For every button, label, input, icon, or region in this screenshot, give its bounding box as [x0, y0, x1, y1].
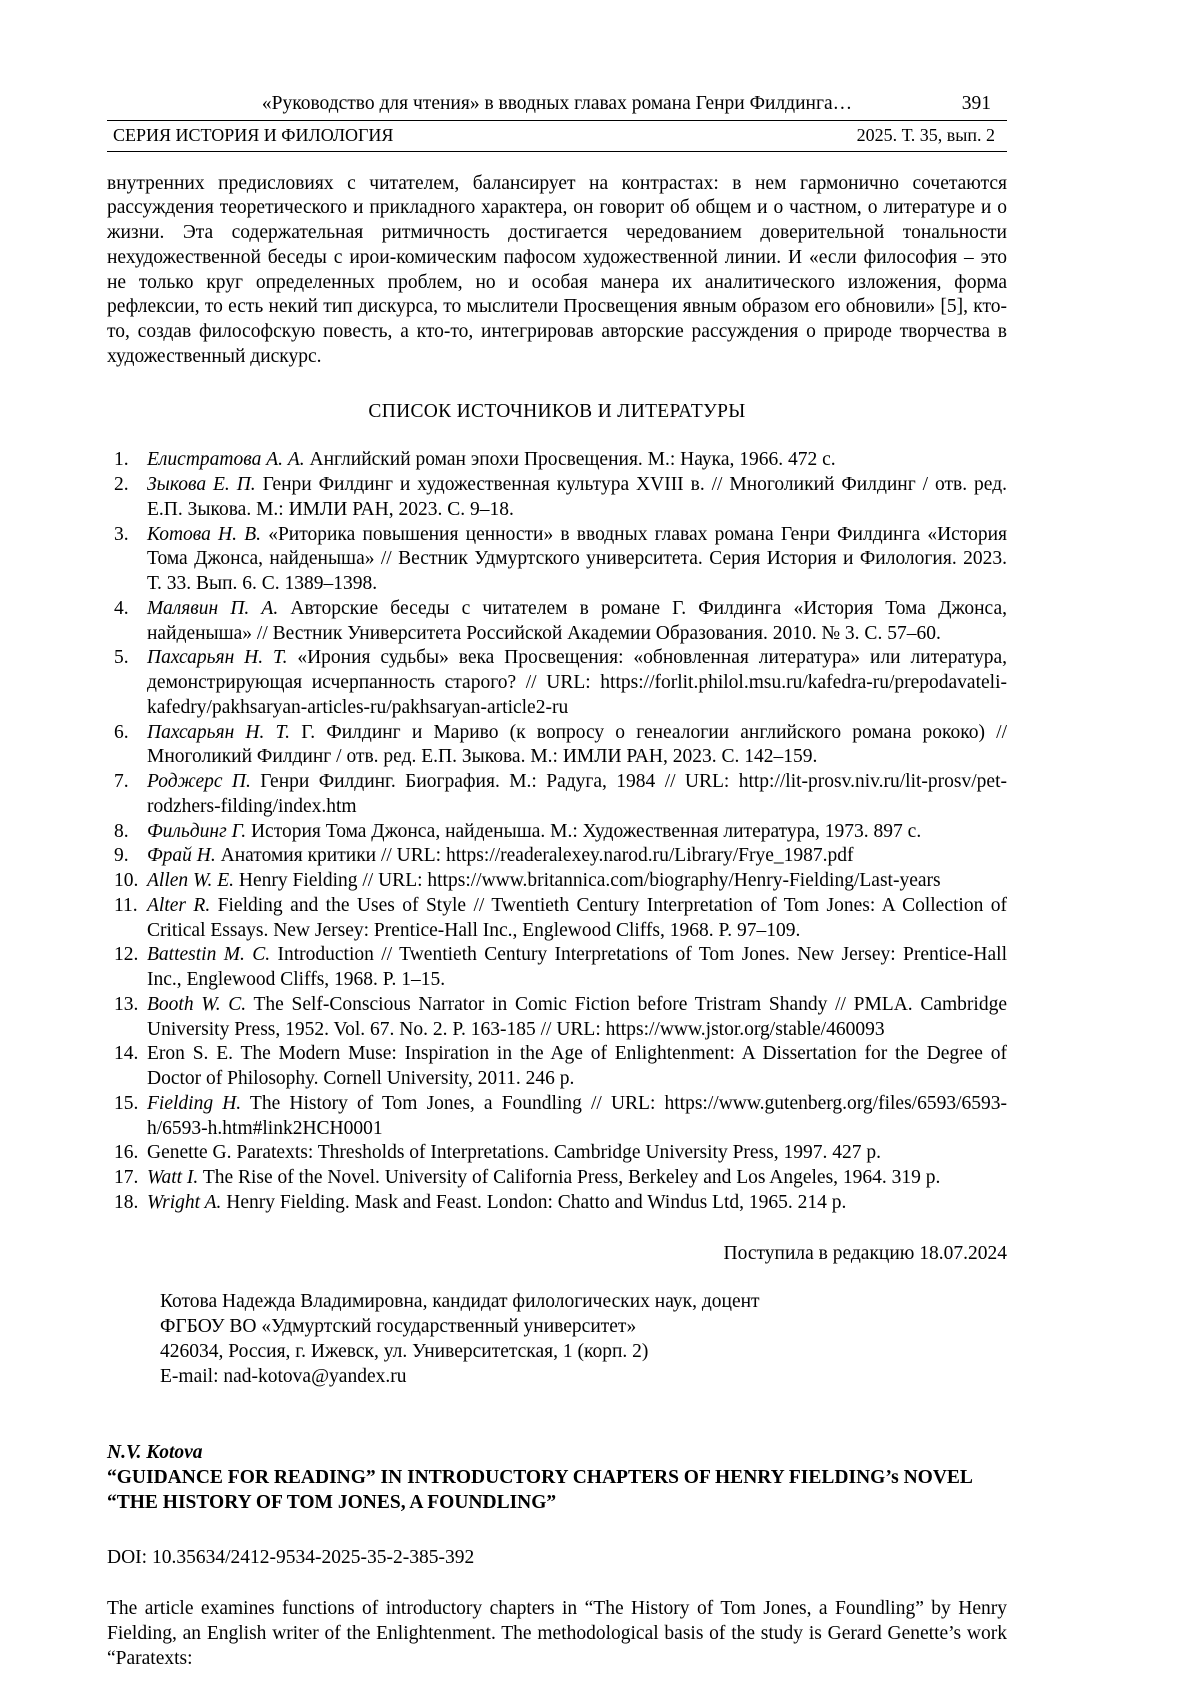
- english-title-line-1: “GUIDANCE FOR READING” IN INTRODUCTORY CHAPTERS OF HENRY FIELDING’s NOVEL: [107, 1467, 973, 1489]
- reference-number: 4.: [114, 597, 129, 619]
- reference-author: Fielding H.: [147, 1092, 242, 1114]
- reference-author: Фильдинг Г.: [147, 820, 247, 842]
- english-title-line-2: “THE HISTORY OF TOM JONES, A FOUNDLING”: [107, 1491, 557, 1513]
- english-abstract-block: [107, 1441, 1007, 1671]
- reference-item: 15. Fielding H. The History of Tom Jones, a Foundling // URL: https://www.gutenberg.org/files/6593/6593-h/6593-h.htm#link2HCH0001: [114, 1092, 1007, 1139]
- reference-item: 16. Genette G. Paratexts: Thresholds of Interpretations. Cambridge University Press, 1997. 427 p.: [107, 1141, 1007, 1166]
- reference-item: 8. Фильдинг Г. История Тома Джонса, найденыша. М.: Художественная литература, 1973. 897 с.: [107, 820, 1007, 845]
- opening-paragraph: внутренних предисловиях с читателем, балансирует на контрастах: в нем гармонично сочетаются рассуждения теоретического и прикладного характера, он говорит об общем и о частном, о литературе и о жизни. Эта содержательная ритмичность достигается чередованием доверительной тональности нехудожественной беседы с ирои-комическим пафосом художественной линии. И «если философия – это не только круг определенных проблем, но и особая манера их аналитического изложения, форма рефлексии, то есть некий тип дискурса, то мыслители Просвещения явным образом его обновили» [5], кто-то, создав философскую повесть, а кто-то, интегрировав авторские рассуждения о природе творчества в художественный дискурс.: [107, 172, 1007, 367]
- running-header-row-1: [107, 92, 1007, 120]
- reference-item: 12. Battestin M. C. Introduction // Twentieth Century Interpretations of Tom Jones. New Jersey: Prentice-Hall Inc., Englewood Cliffs, 1968. P. 1–15.: [114, 944, 1007, 991]
- reference-item: 9. Фрай Н. Анатомия критики // URL: https://readeralexey.narod.ru/Library/Frye_1987.pdf: [107, 844, 1007, 869]
- author-info-line: Котова Надежда Владимировна, кандидат филологических наук, доцент: [160, 1291, 760, 1313]
- reference-author: Пахсарьян Н. Т.: [147, 647, 288, 669]
- issue-label: 2025. Т. 35, вып. 2: [856, 124, 995, 145]
- reference-number: 11.: [114, 894, 138, 916]
- reference-item: 7. Роджерс П. Генри Филдинг. Биография. М.: Радуга, 1984 // URL: http://lit-prosv.niv.ru/lit-prosv/pet-rodzhers-filding/index.htm: [114, 771, 1007, 817]
- reference-author: Battestin M. C.: [147, 944, 271, 966]
- reference-item: 18. Wright A. Henry Fielding. Mask and Feast. London: Chatto and Windus Ltd, 1965. 214 p.: [107, 1191, 1007, 1216]
- reference-number: 8.: [114, 820, 129, 842]
- reference-author: Allen W. E.: [147, 870, 235, 892]
- reference-author: Роджерс П.: [147, 771, 251, 793]
- series-label: СЕРИЯ ИСТОРИЯ И ФИЛОЛОГИЯ: [113, 124, 394, 145]
- references-heading: СПИСОК ИСТОЧНИКОВ И ЛИТЕРАТУРЫ: [368, 400, 746, 422]
- reference-number: 7.: [114, 771, 129, 793]
- reference-number: 18.: [114, 1191, 139, 1213]
- running-title: «Руководство для чтения» в вводных главах романа Генри Филдинга…: [261, 93, 853, 114]
- header-rule-bottom: [107, 151, 1007, 152]
- running-header-row-2: [107, 121, 1007, 151]
- reference-number: 1.: [114, 449, 129, 471]
- reference-item: 6. Пахсарьян Н. Т. Г. Филдинг и Мариво (к вопросу о генеалогии английского романа рококо) // Многоликий Филдинг / отв. ред. Е.П. Зыкова. М.: ИМЛИ РАН, 2023. С. 142–159.: [114, 721, 1007, 768]
- author-info-line: ФГБОУ ВО «Удмуртский государственный университет»: [160, 1316, 637, 1338]
- reference-number: 16.: [114, 1142, 139, 1164]
- references-list: [107, 448, 1007, 1215]
- author-info-line: E-mail: nad-kotova@yandex.ru: [160, 1365, 407, 1387]
- reference-author: Фрай Н.: [147, 845, 216, 867]
- reference-author: Eron S. E.: [147, 1043, 233, 1065]
- journal-page: [107, 0, 1007, 1672]
- reference-item: 5. Пахсарьян Н. Т. «Ирония судьбы» века Просвещения: «обновленная литература» или литература, демонстрирующая исчерпанность старого? // URL: https://forlit.philol.msu.ru/kafedra-ru/prepodavateli-kafedry/pakhsaryan-articles-ru/pakhsaryan-article2-ru: [114, 647, 1008, 718]
- reference-author: Booth W. C.: [147, 993, 247, 1015]
- reference-author: Котова Н. В.: [147, 523, 261, 545]
- reference-number: 15.: [114, 1092, 139, 1114]
- reference-item: 2. Зыкова Е. П. Генри Филдинг и художественная культура XVIII в. // Многоликий Филдинг / отв. ред. Е.П. Зыкова. М.: ИМЛИ РАН, 2023. С. 9–18.: [114, 474, 1007, 520]
- reference-number: 6.: [114, 721, 129, 743]
- reference-number: 9.: [114, 845, 129, 867]
- reference-author: Wright A.: [147, 1191, 222, 1213]
- reference-item: 11. Alter R. Fielding and the Uses of Style // Twentieth Century Interpretation of Tom Jones: A Collection of Critical Essays. New Jersey: Prentice-Hall Inc., Englewood Cliffs, 1968. P. 97–109.: [114, 894, 1007, 941]
- reference-number: 3.: [114, 523, 129, 545]
- abstract-paragraph: The article examines functions of introductory chapters in “The History of Tom Jones, a Foundling” by Henry Fielding, an English writer of the Enlightenment. The methodological basis of the study is Gerard Genette’s work “Paratexts:: [107, 1598, 1007, 1669]
- author-info-line: 426034, Россия, г. Ижевск, ул. Университетская, 1 (корп. 2): [160, 1340, 649, 1362]
- reference-author: Watt I.: [147, 1167, 199, 1189]
- reference-item: 13. Booth W. C. The Self-Conscious Narrator in Comic Fiction before Tristram Shandy // PMLA. Cambridge University Press, 1952. Vol. 67. No. 2. P. 163-185 // URL: https://www.jstor.org/stable/460093: [114, 993, 1007, 1040]
- reference-number: 10.: [114, 870, 139, 892]
- reference-number: 14.: [114, 1043, 139, 1065]
- reference-author: Genette G.: [147, 1142, 232, 1164]
- reference-item: 17. Watt I. The Rise of the Novel. University of California Press, Berkeley and Los Angeles, 1964. 319 p.: [107, 1166, 1007, 1191]
- page-number: 391: [961, 93, 991, 114]
- reference-item: 3. Котова Н. В. «Риторика повышения ценности» в вводных главах романа Генри Филдинга «История Тома Джонса, найденыша» // Вестник Удмуртского университета. Серия История и Филология. 2023. Т. 33. Вып. 6. С. 1389–1398.: [114, 523, 1007, 595]
- reference-author: Alter R.: [147, 894, 211, 916]
- reference-number: 17.: [114, 1167, 139, 1189]
- reference-item: 10. Allen W. E. Henry Fielding // URL: https://www.britannica.com/biography/Henry-Fielding/Last-years: [107, 869, 1007, 894]
- reference-number: 5.: [114, 647, 129, 669]
- reference-number: 12.: [114, 944, 139, 966]
- reference-number: 2.: [114, 474, 129, 496]
- running-header: [107, 92, 1007, 152]
- reference-author: Зыкова Е. П.: [147, 474, 256, 496]
- doi-line: DOI: 10.35634/2412-9534-2025-35-2-385-392: [107, 1546, 475, 1568]
- reference-author: Елистратова А. А.: [147, 449, 305, 471]
- reference-item: 14. Eron S. E. The Modern Muse: Inspiration in the Age of Enlightenment: A Dissertation for the Degree of Doctor of Philosophy. Cornell University, 2011. 246 p.: [114, 1043, 1007, 1090]
- reference-item: 4. Малявин П. А. Авторские беседы с читателем в романе Г. Филдинга «История Тома Джонса, найденыша» // Вестник Университета Российской Академии Образования. 2010. № 3. С. 57–60.: [114, 597, 1007, 644]
- reference-author: Пахсарьян Н. Т.: [147, 721, 291, 743]
- reference-number: 13.: [114, 993, 139, 1015]
- received-note: Поступила в редакцию 18.07.2024: [723, 1242, 1007, 1264]
- author-info: [160, 1290, 1007, 1389]
- english-author-name: N.V. Kotova: [107, 1442, 203, 1464]
- reference-item: 1. Елистратова А. А. Английский роман эпохи Просвещения. М.: Наука, 1966. 472 с.: [107, 448, 1007, 473]
- reference-author: Малявин П. А.: [147, 597, 279, 619]
